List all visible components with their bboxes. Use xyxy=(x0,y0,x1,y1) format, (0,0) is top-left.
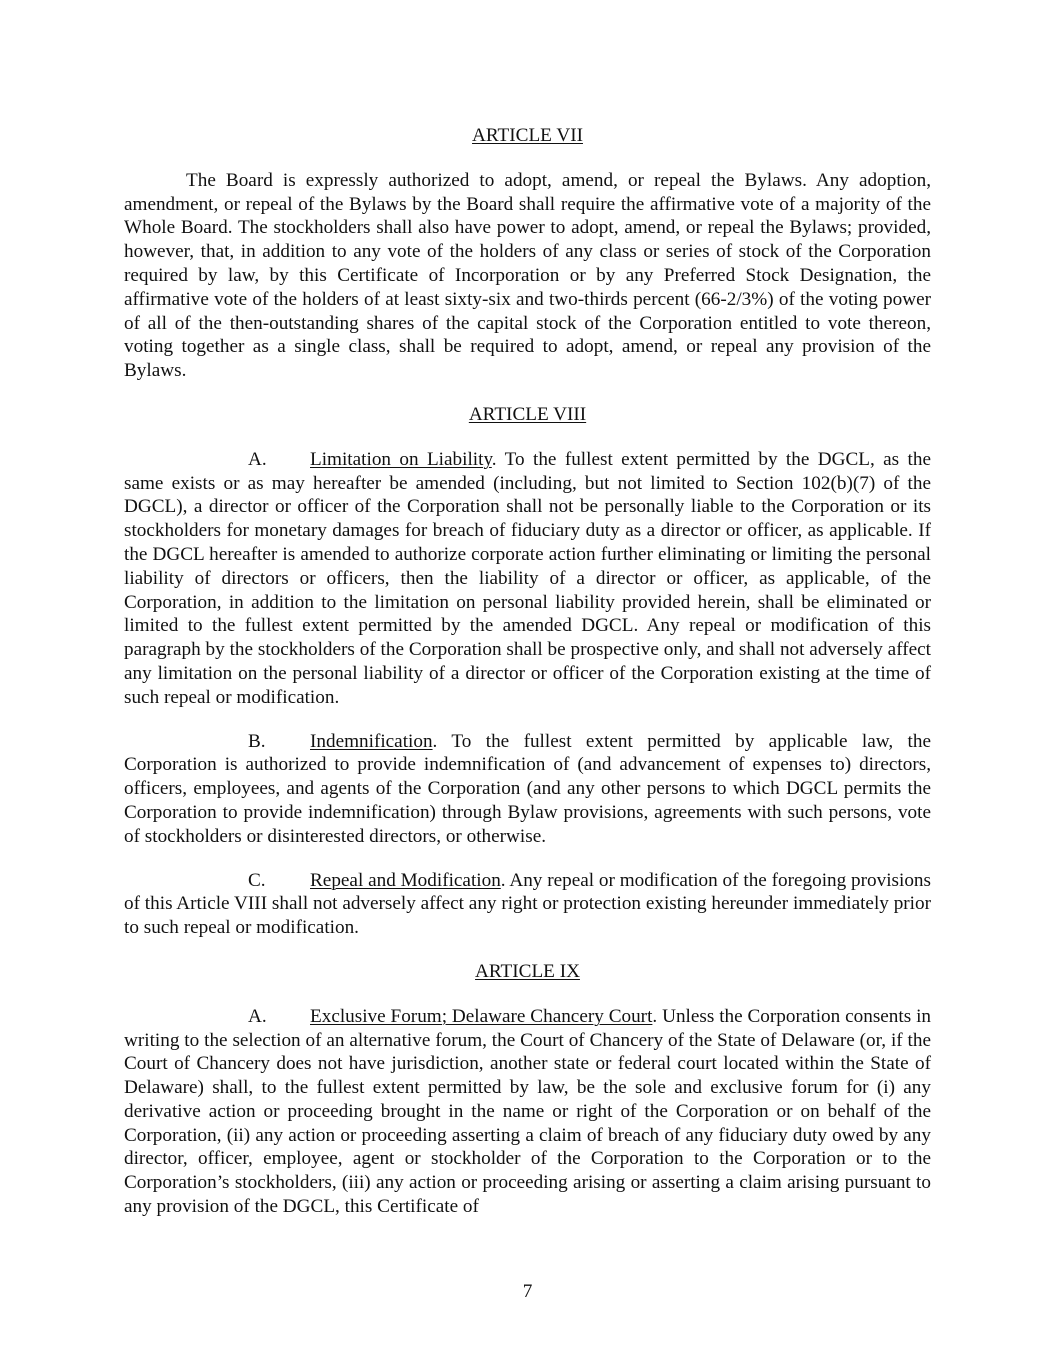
section-caption: Exclusive Forum; Delaware Chancery Court xyxy=(310,1005,653,1027)
section-text: . To the fullest extent permitted by the DGCL, as the same exists or as may hereafter be amended (including, but not limited to Section 102(b)(7) of the DGCL), a director or officer of the Corporation shall not be personally liable to the Corporation or its stockholders for monetary damages for breach of fiduciary duty as a director or officer, as applicable. If the DGCL hereafter is amended to authorize corporate action further eliminating or limiting the personal liability of directors or officers, then the liability of a director or officer, as applicable, of the Corporation, in addition to the limitation on personal liability provided herein, shall be eliminated or limited to the fullest extent permitted by the amended DGCL. Any repeal or modification of this paragraph by the stockholders of the Corporation shall be prospective only, and shall not adversely affect any limitation on the personal liability of a director or officer of the Corporation existing at the time of such repeal or modification. xyxy=(124,448,931,708)
section-text: . Unless the Corporation consents in writing to the selection of an alternative forum, the Court of Chancery of the State of Delaware (or, if the Court of Chancery does not have jurisdiction, another state or federal court located within the State of Delaware) shall, to the fullest extent permitted by law, be the sole and exclusive forum for (i) any derivative action or proceeding brought in the name or right of the Corporation or on behalf of the Corporation, (ii) any action or proceeding asserting a claim of breach of any fiduciary duty owed by any director, officer, employee, agent or stockholder of the Corporation to the Corporation or to the Corporation’s stockholders, (iii) any action or proceeding arising or asserting a claim arising pursuant to any provision of the DGCL, this Certificate of xyxy=(124,1005,931,1218)
section-text: . Any repeal or modification of the foregoing provisions of this Article VIII shall not adversely affect any right or protection existing hereunder immediately prior to such repeal or modification. xyxy=(124,869,931,939)
section-marker: A. xyxy=(248,1005,267,1027)
section-caption: Indemnification xyxy=(310,730,433,752)
article-ix-section-a xyxy=(124,1005,931,1219)
article-viii-heading: ARTICLE VIII xyxy=(468,403,587,425)
section-caption: Repeal and Modification xyxy=(310,869,501,891)
article-vii-heading: ARTICLE VII xyxy=(472,125,583,146)
page-number: 7 xyxy=(522,1281,533,1302)
section-marker: A. xyxy=(248,448,267,470)
section-marker: B. xyxy=(248,730,266,752)
article-viii-section-b xyxy=(124,730,931,849)
article-viii-section-a xyxy=(124,448,931,710)
article-viii-section-c xyxy=(124,869,931,940)
article-vii-paragraph: The Board is expressly authorized to adopt, amend, or repeal the Bylaws. Any adoption, amendment, or repeal of the Bylaws by the Board shall require the affirmative vote of a majority of the Whole Board. The stockholders shall also have power to adopt, amend, or repeal the Bylaws; provided, however, that, in addition to any vote of the holders of any class or series of stock of the Corporation required by law, by this Certificate of Incorporation or by any Preferred Stock Designation, the affirmative vote of the holders of at least sixty-six and two-thirds percent (66-2/3%) of the voting power of all of the then-outstanding shares of the capital stock of the Corporation entitled to vote thereon, voting together as a single class, shall be required to adopt, amend, or repeal any provision of the Bylaws. xyxy=(124,169,931,382)
article-ix-heading: ARTICLE IX xyxy=(475,960,580,982)
section-caption: Limitation on Liability xyxy=(310,448,492,470)
section-text: . To the fullest extent permitted by applicable law, the Corporation is authorized to provide indemnification of (and advancement of expenses to) directors, officers, employees, and agents of the Corporation (and any other persons to which DGCL permits the Corporation to provide indemnification) through Bylaw provisions, agreements with such persons, vote of stockholders or disinterested directors, or otherwise. xyxy=(124,730,931,847)
section-marker: C. xyxy=(248,869,266,891)
document-page xyxy=(124,124,931,1219)
